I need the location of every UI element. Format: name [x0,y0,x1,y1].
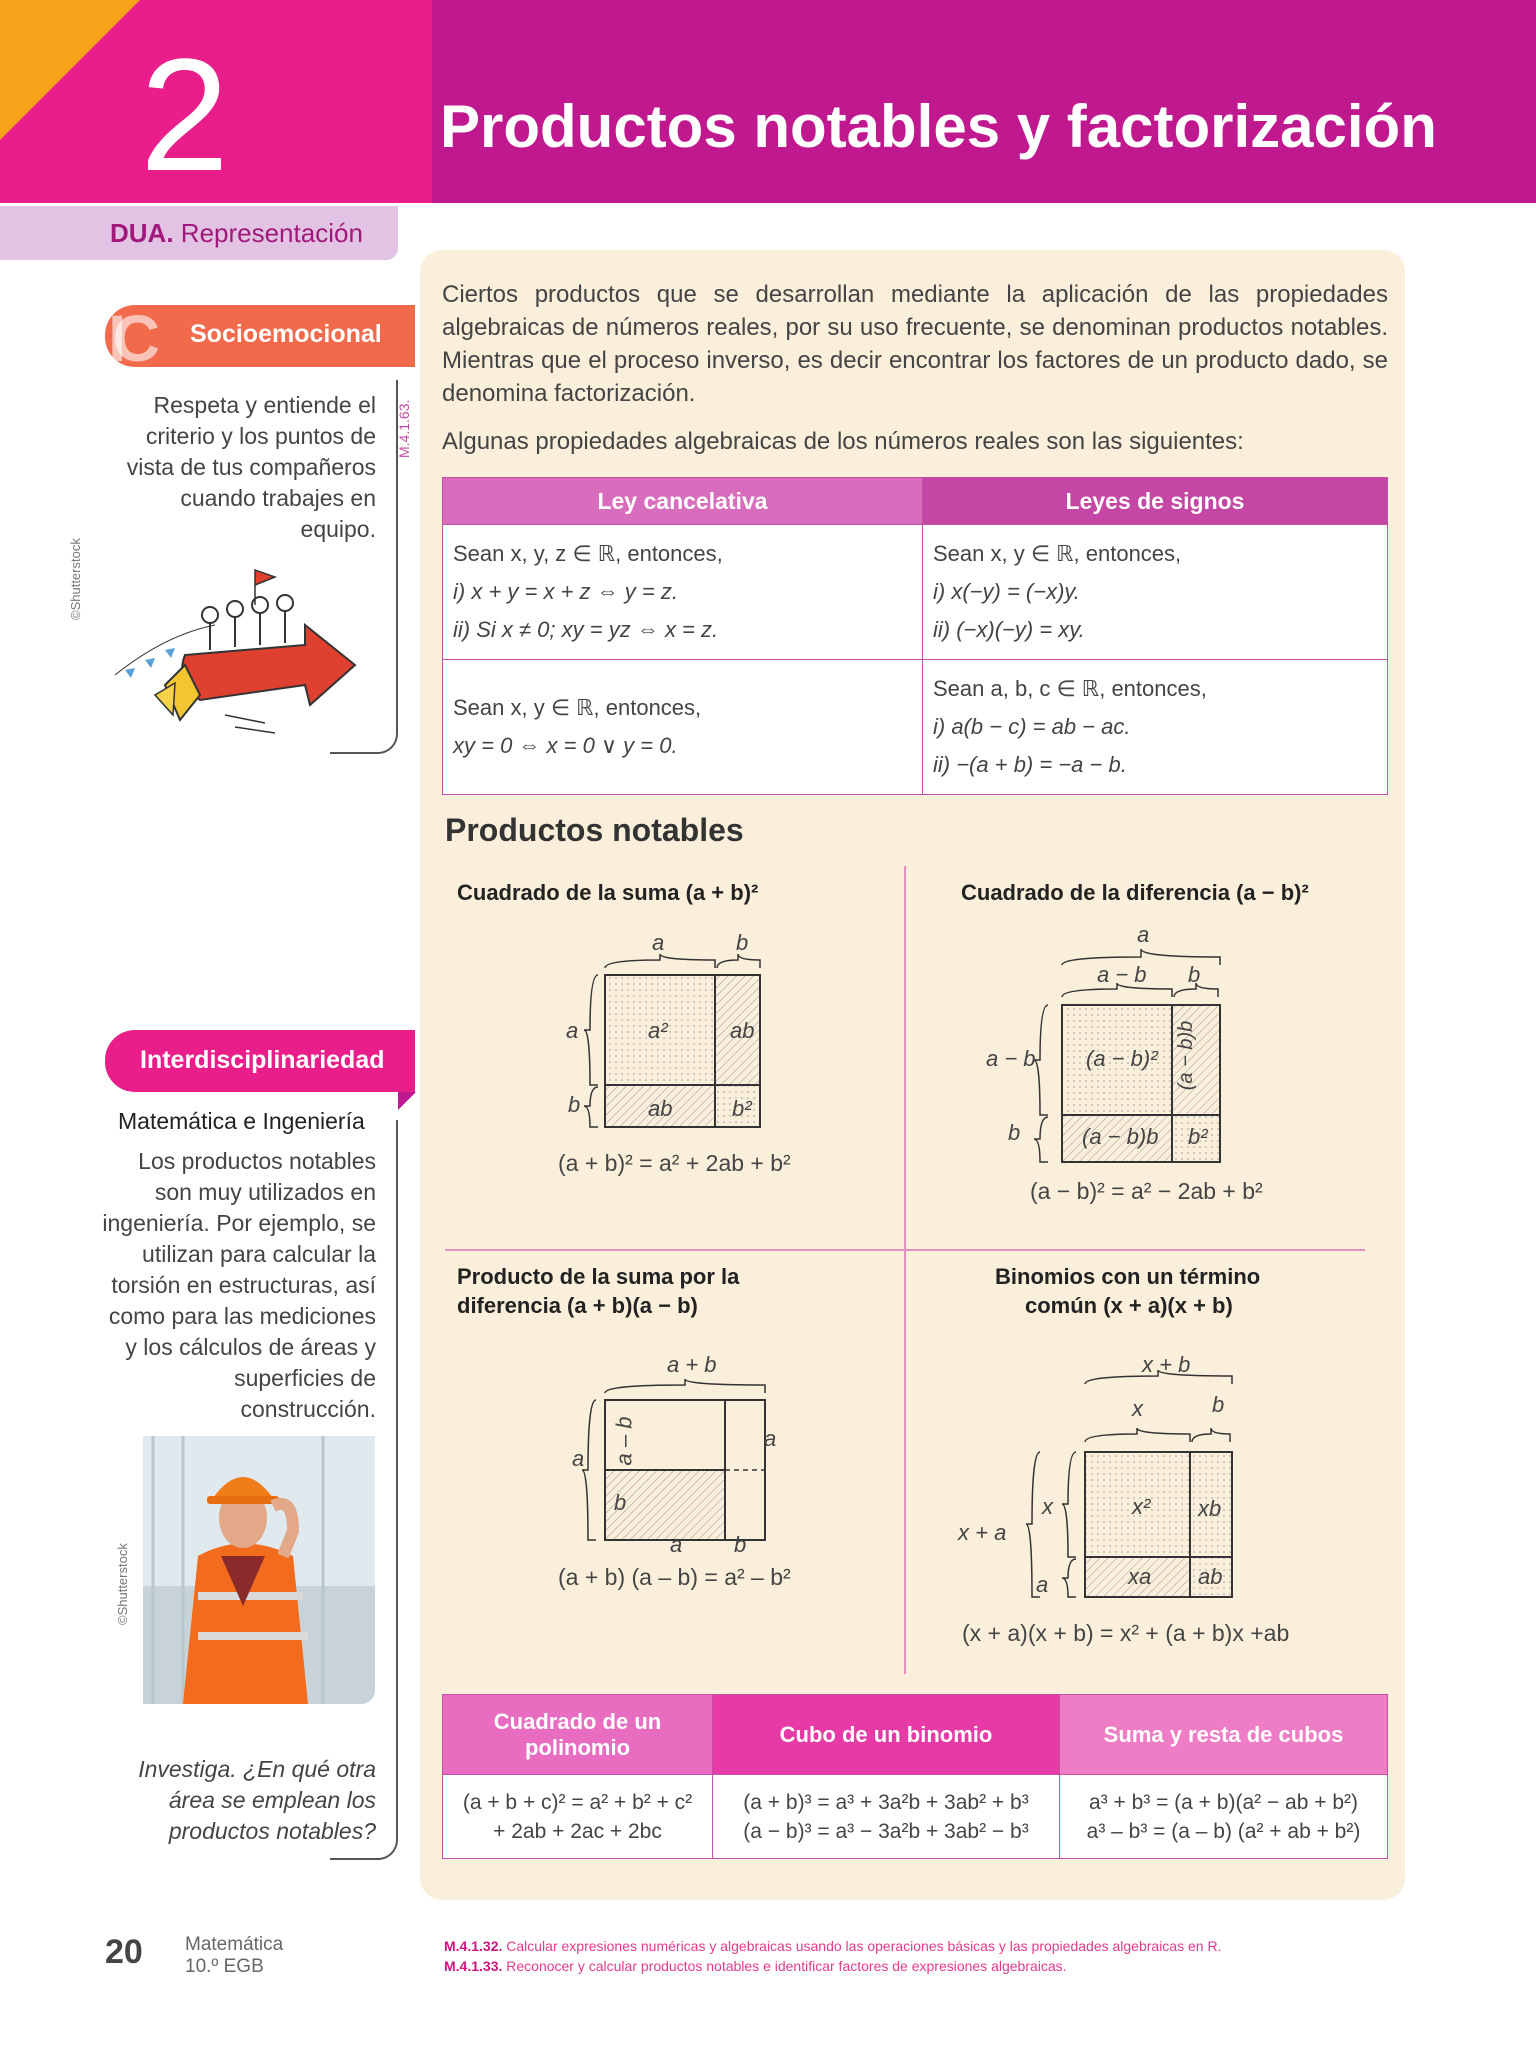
cell-cancelativa-2 [443,660,923,795]
cell-line: ii) Si x ≠ 0; xy = yz ⇔ x = z. [453,617,719,642]
cell-line: (a + b + c)² = a² + b² + c² [462,1790,693,1814]
cell-signos-1 [923,525,1388,660]
q2-label-b-left: b [1008,1120,1021,1145]
intro-paragraph: Ciertos productos que se desarrollan mediante la aplicación de las propiedades algebraicas de números reales, por su uso frecuente, se denominan productos notables. Mientras que el proceso inverso, es decir encontrar los factores de un producto dado, se denomina factorización. [442,281,1388,407]
q1-label-b-top: b [736,930,749,955]
q2-label-b2: b² [1188,1124,1208,1149]
q2-label-sq: (a − b)² [1086,1046,1158,1071]
teamwork-rocket-illustration [105,565,395,735]
q1-formula: (a + b)² = a² + 2ab + b² [558,1150,791,1176]
properties-table [442,477,1388,795]
q3-label-a-right: a [764,1426,777,1451]
dua-rest: Representación [173,218,363,248]
q4-title-line1: Binomios con un término [995,1264,1261,1289]
q4-label-xa: xa [1128,1564,1152,1589]
quadrant-divider-vertical [904,866,906,1674]
q3-title-line2: diferencia (a + b)(a − b) [457,1293,698,1318]
q4-label-b-top: b [1212,1392,1225,1417]
cell-line: ii) (−x)(−y) = xy. [933,617,1085,642]
q1-label-b-left: b [568,1092,581,1117]
interdisciplinariedad-label: Interdisciplinariedad [140,1046,385,1074]
q4-label-ab: ab [1198,1564,1223,1589]
cell-line: ii) −(a + b) = −a − b. [933,752,1127,777]
q3-label-a-bottom: a [670,1532,683,1557]
q4-label-xpb: x + b [1142,1352,1191,1377]
cell-cancelativa-1 [443,525,923,660]
q4-label-x2: x² [1132,1494,1151,1519]
q3-title-line1: Producto de la suma por la [457,1264,740,1289]
pill-tab-decoration [398,1030,418,1110]
cell-line: a³ – b³ = (a – b) (a² + ab + b²) [1086,1819,1361,1843]
header-suma-resta-cubos: Suma y resta de cubos [1060,1695,1388,1775]
q3-label-amb: a – b [611,1416,637,1466]
q2-label-amb-left: a − b [986,1046,1036,1071]
standard-code: M.4.1.32. [444,1938,503,1954]
q2-label-b-top: b [1188,962,1201,987]
investiga-text: Investiga. ¿En qué otra área se emplean los productos notables? [138,1756,376,1844]
q3-label-b-bottom: b [734,1532,747,1557]
standard-1 [444,1936,1384,1956]
header-leyes-signos: Leyes de signos [923,478,1388,525]
cell-line: i) x(−y) = (−x)y. [933,579,1080,604]
engineer-photo [143,1436,375,1704]
grade-line: 10.º EGB [185,1956,264,1977]
q3-label-a-left: a [572,1446,585,1471]
photo-credit: ©Shutterstock [68,538,83,620]
q2-label-a: a [1137,922,1150,947]
q1-title: Cuadrado de la suma (a + b)² [457,880,759,905]
engineer-illustration [143,1436,375,1704]
q4-label-xpa: x + a [958,1520,1007,1545]
vertical-code: M.4.1.63. [396,399,412,458]
cell-line: Sean x, y, z ∈ ℝ, entonces, [453,541,723,566]
cell-line: Sean a, b, c ∈ ℝ, entonces, [933,676,1207,701]
q4-label-x-left: x [1042,1494,1053,1519]
q3-formula: (a + b) (a – b) = a² – b² [558,1564,791,1590]
standard-text: Calcular expresiones numéricas y algebraicas usando las operaciones básicas y las propiedades algebraicas en R. [502,1938,1222,1954]
header-cubo-binomio: Cubo de un binomio [713,1695,1060,1775]
socioemocional-label: Socioemocional [190,320,382,348]
cell-line: i) a(b − c) = ab − ac. [933,714,1131,739]
interdisciplinariedad-subtitle: Matemática e Ingeniería [118,1108,365,1134]
cell-line: Sean x, y ∈ ℝ, entonces, [453,695,702,720]
header-cuadrado-polinomio: Cuadrado de un polinomio [443,1695,713,1775]
q4-formula: (x + a)(x + b) = x² + (a + b)x +ab [962,1620,1290,1646]
quadrant-divider-horizontal [445,1249,1365,1251]
cell-line: a³ + b³ = (a + b)(a² − ab + b²) [1088,1790,1359,1814]
cell-line: (a − b)³ = a³ − 3a²b + 3ab² − b³ [743,1819,1029,1843]
interdisciplinariedad-text: Los productos notables son muy utilizados en ingeniería. Por ejemplo, se utilizan para calcular la torsión en estructuras, así como para las mediciones y los cálculos de áreas y superficies de construcción. [102,1148,376,1422]
more-products-table [442,1694,1388,1859]
properties-intro: Algunas propiedades algebraicas de los números reales son las siguientes: [442,428,1244,455]
q1-label-b2: b² [732,1096,752,1121]
q4-label-a-left: a [1036,1572,1049,1597]
cell-cubo-binomio [713,1775,1060,1859]
ic-logo-icon: IC [108,301,146,375]
chapter-number: 2 [140,25,229,204]
standard-2 [444,1956,1384,1976]
subject-label [185,1934,283,1978]
q1-label-a-left: a [566,1018,579,1043]
cell-line: (a + b)³ = a³ + 3a²b + 3ab² + b³ [743,1790,1029,1814]
q4-label-x-top: x [1132,1396,1143,1421]
q3-label-b-inner: b [614,1490,627,1515]
chapter-title: Productos notables y factorización [440,93,1437,160]
q2-label-amb-top: a − b [1097,962,1147,987]
header-ley-cancelativa: Ley cancelativa [443,478,923,525]
q2-title: Cuadrado de la diferencia (a − b)² [961,880,1309,905]
cell-line: Sean x, y ∈ ℝ, entonces, [933,541,1182,566]
q2-label-prod-vertical: (a − b)b [1175,1020,1198,1091]
cell-line: + 2ab + 2ac + 2bc [493,1819,662,1843]
cell-suma-resta-cubos [1060,1775,1388,1859]
standard-code: M.4.1.33. [444,1958,503,1974]
q1-label-a2: a² [648,1018,668,1043]
page-number: 20 [105,1933,143,1971]
cell-signos-2 [923,660,1388,795]
socioemocional-text: Respeta y entiende el criterio y los puntos de vista de tus compañeros cuando trabajes en equipo. [126,392,376,542]
cell-line: xy = 0 ⇔ x = 0 ∨ y = 0. [453,733,678,758]
q2-formula: (a − b)² = a² − 2ab + b² [1030,1178,1263,1204]
q3-diagram [560,1355,780,1555]
dua-label [110,218,363,249]
q4-label-xb: xb [1198,1496,1222,1521]
q3-label-apb: a + b [667,1352,717,1377]
q2-label-prod: (a − b)b [1082,1124,1159,1149]
q1-label-ab-right: ab [730,1018,755,1043]
q1-label-a-top: a [652,930,665,955]
productos-notables-heading: Productos notables [445,812,744,848]
cell-cuadrado-polinomio [443,1775,713,1859]
subject-line: Matemática [185,1934,284,1955]
standard-text: Reconocer y calcular productos notables e identificar factores de expresiones algebraicas. [502,1958,1067,1974]
cell-line: i) x + y = x + z ⇔ y = z. [453,579,678,604]
q4-title-line2: común (x + a)(x + b) [1025,1293,1233,1318]
standards-footnote [444,1936,1384,1976]
photo-credit-2: ©Shutterstock [115,1543,130,1625]
dua-bold: DUA. [110,218,174,248]
q1-label-ab-bottom: ab [648,1096,673,1121]
